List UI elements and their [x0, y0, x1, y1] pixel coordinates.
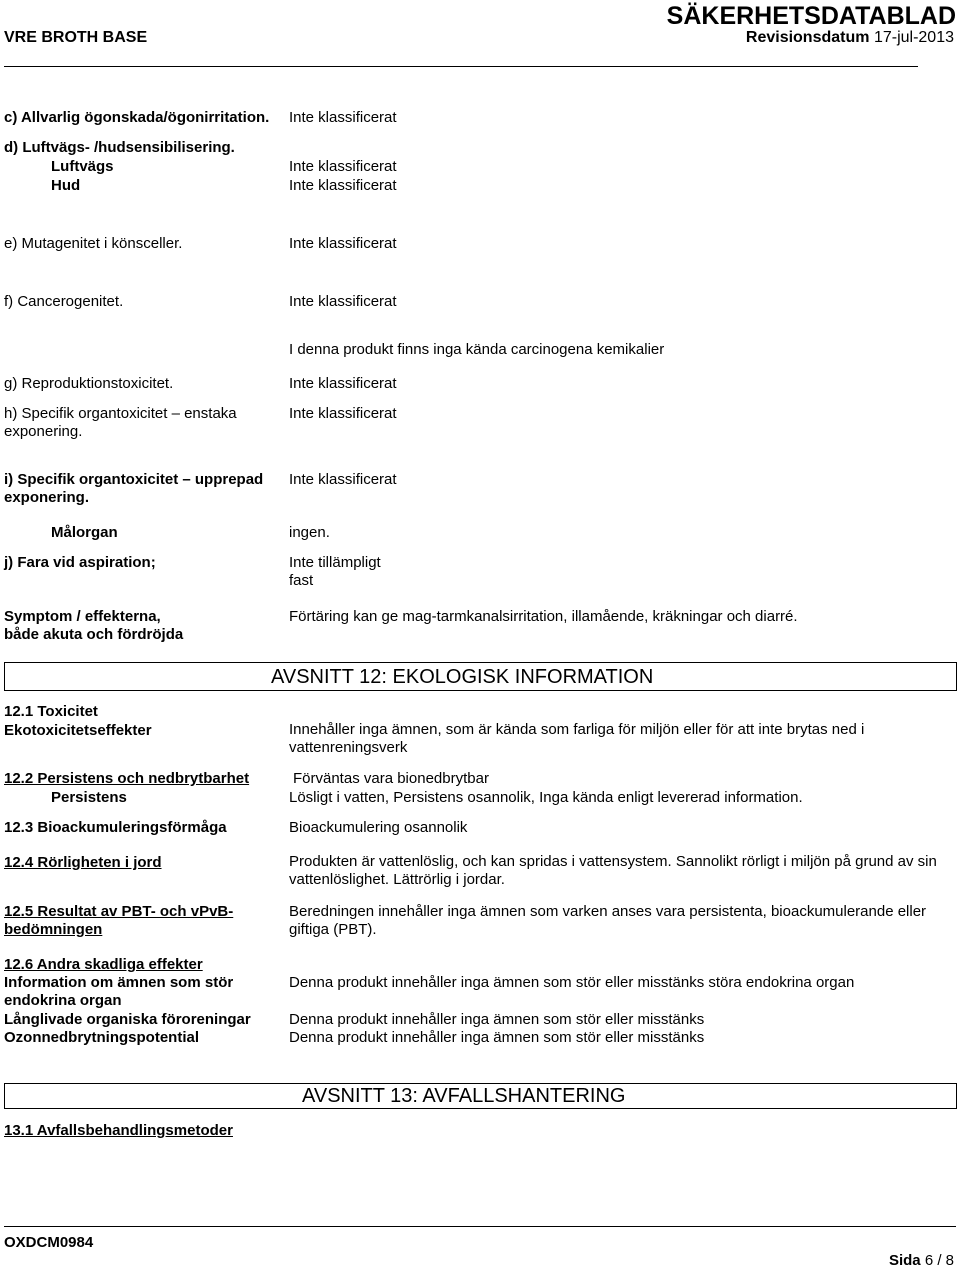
persistence-heading: 12.2 Persistens och nedbrytbarhet	[4, 770, 250, 787]
skin-value: Inte klassificerat	[289, 177, 397, 194]
page-label: Sida	[888, 1252, 921, 1269]
revision-date	[746, 28, 954, 48]
section-13-title: AVSNITT 13: AVFALLSHANTERING	[302, 1085, 626, 1107]
stot-single-label-line1: h) Specifik organtoxicitet – enstaka	[4, 405, 237, 422]
pbt-heading	[4, 903, 233, 939]
respiratory-value: Inte klassificerat	[289, 158, 397, 175]
toxicity-heading: 12.1 Toxicitet	[4, 703, 98, 720]
page-number: 6 / 8	[924, 1252, 954, 1269]
carcinogenicity-note: I denna produkt finns inga kända carcinogena kemikalier	[289, 341, 665, 358]
respiratory-label: Luftvägs	[51, 158, 114, 175]
aspiration-value-line2: fast	[289, 572, 314, 589]
mobility-value: Produkten är vattenlöslig, och kan spridas i vattensystem. Sannolikt rörligt i miljön på grund av sin vattenlöslighet. Lättrörlig i jordar.	[289, 853, 937, 888]
target-organ-value: ingen.	[289, 524, 330, 541]
reproductive-toxicity-value: Inte klassificerat	[289, 375, 397, 392]
mobility-heading: 12.4 Rörligheten i jord	[4, 854, 162, 871]
symptoms-value: Förtäring kan ge mag-tarmkanalsirritation, illamående, kräkningar och diarré.	[289, 608, 798, 625]
ecotoxicity-label: Ekotoxicitetseffekter	[4, 722, 152, 739]
ozone-value: Denna produkt innehåller inga ämnen som stör eller misstänks	[289, 1029, 705, 1046]
product-name: VRE BROTH BASE	[4, 29, 148, 46]
document-title: SÄKERHETSDATABLAD	[666, 2, 956, 30]
persistence-label: Persistens	[51, 789, 127, 806]
bioaccumulation-heading: 12.3 Bioackumuleringsförmåga	[4, 819, 227, 836]
stot-single-label-line2: exponering.	[4, 423, 83, 440]
ozone-label: Ozonnedbrytningspotential	[4, 1029, 199, 1046]
carcinogenicity-label: f) Cancerogenitet.	[4, 293, 124, 310]
reproductive-toxicity-label: g) Reproduktionstoxicitet.	[4, 375, 174, 392]
sensitization-label: d) Luftvägs- /hudsensibilisering.	[4, 139, 235, 156]
stot-single-value: Inte klassificerat	[289, 405, 397, 422]
symptoms-label	[4, 608, 183, 644]
pbt-heading-line2: bedömningen	[4, 921, 103, 938]
section-12-title: AVSNITT 12: EKOLOGISK INFORMATION	[271, 666, 654, 688]
endocrine-label	[4, 974, 233, 1010]
pop-value: Denna produkt innehåller inga ämnen som stör eller misstänks	[289, 1011, 705, 1028]
waste-methods-heading: 13.1 Avfallsbehandlingsmetoder	[4, 1122, 233, 1139]
pbt-heading-line1: 12.5 Resultat av PBT- och vPvB-	[4, 903, 234, 920]
pop-label: Långlivade organiska föroreningar	[4, 1011, 251, 1028]
stot-repeated-label	[4, 471, 279, 507]
stot-repeated-label-line1: i) Specifik organtoxicitet – upprepad	[4, 471, 264, 488]
carcinogenicity-value: Inte klassificerat	[289, 293, 397, 310]
pbt-value: Beredningen innehåller inga ämnen som varken anses vara persistenta, bioackumulerande eller giftiga (PBT).	[289, 903, 927, 938]
document-code: OXDCM0984	[4, 1234, 94, 1251]
skin-label: Hud	[51, 177, 81, 194]
footer-divider	[4, 1226, 956, 1227]
eye-damage-value: Inte klassificerat	[289, 109, 397, 126]
aspiration-label: j) Fara vid aspiration;	[4, 554, 156, 571]
stot-repeated-label-line2: exponering.	[4, 489, 90, 506]
revision-label: Revisionsdatum	[745, 29, 870, 46]
stot-single-label	[4, 405, 269, 441]
page-indicator	[889, 1252, 954, 1270]
revision-date-value: 17-jul-2013	[873, 29, 954, 46]
aspiration-value	[289, 554, 381, 590]
persistence-value-1: Förväntas vara bionedbrytbar	[293, 770, 489, 787]
endocrine-value: Denna produkt innehåller inga ämnen som stör eller misstänks störa endokrina organ	[289, 974, 855, 991]
eye-damage-label: c) Allvarlig ögonskada/ögonirritation.	[4, 109, 270, 126]
ecotoxicity-value: Innehåller inga ämnen, som är kända som farliga för miljön eller för att inte brytas ned i vattenreningsverk	[289, 721, 865, 756]
symptoms-label-line2: både akuta och fördröjda	[4, 626, 184, 643]
mutagenicity-label: e) Mutagenitet i könsceller.	[4, 235, 183, 252]
symptoms-label-line1: Symptom / effekterna,	[4, 608, 161, 625]
mutagenicity-value: Inte klassificerat	[289, 235, 397, 252]
stot-repeated-value: Inte klassificerat	[289, 471, 397, 488]
header-divider	[4, 66, 918, 67]
bioaccumulation-value: Bioackumulering osannolik	[289, 819, 468, 836]
persistence-value-2: Lösligt i vatten, Persistens osannolik, Inga kända enligt levererad information.	[289, 789, 803, 806]
aspiration-value-line1: Inte tillämpligt	[289, 554, 381, 571]
target-organ-label: Målorgan	[51, 524, 118, 541]
endocrine-label-line2: endokrina organ	[4, 992, 122, 1009]
endocrine-label-line1: Information om ämnen som stör	[4, 974, 234, 991]
other-effects-heading: 12.6 Andra skadliga effekter	[4, 956, 203, 973]
